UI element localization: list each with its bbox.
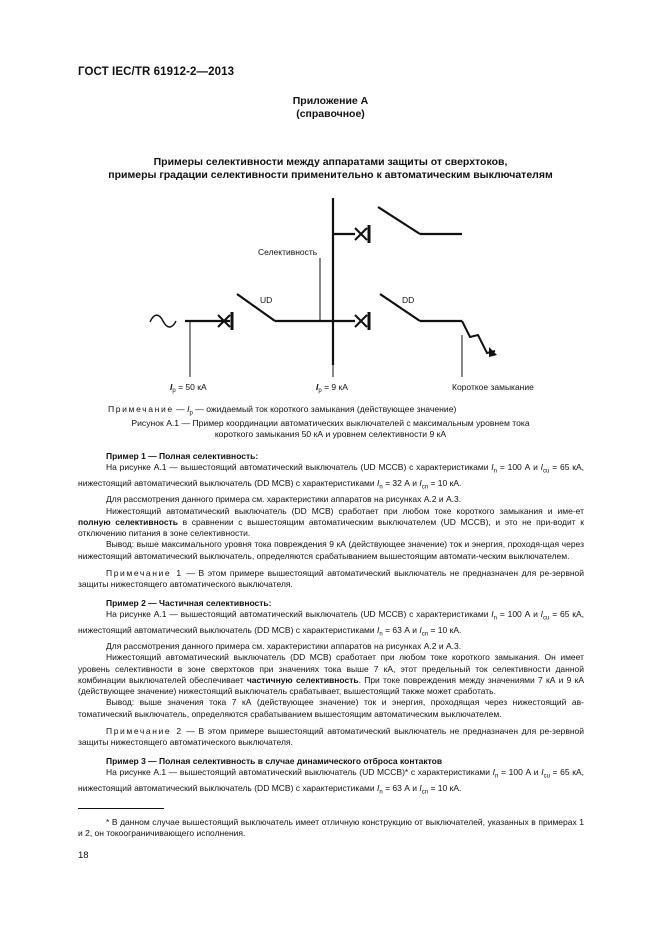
dd-breaker-symbol [355, 312, 369, 330]
annex-heading [0, 95, 661, 121]
footnote-divider [78, 808, 164, 809]
example1-paragraph3: Нижестоящий автоматический выключатель (DD MCB) сработает при любом токе короткого замыкания и име-ет полную селективность в сравнении с вышестоящим автоматическим выключателем (UD MCCB), и это не при-водит к отключению питания в зоне селективности. [78, 505, 584, 539]
section-title-line2: примеры градации селективности применительно к автоматическим выключателям [108, 169, 553, 181]
footnote: * В данном случае вышестоящий выключатель имеет отличную конструкцию от выключателей, указанных в примерах 1 и 2, он токоограничивающего исполнения. [78, 816, 584, 839]
caption-line1: Рисунок А.1 — Пример координации автоматических выключателей с максимальным уровнем тока [131, 418, 530, 428]
label-ip-9ka: $I_p = 9$ кА [316, 382, 348, 394]
section-title-line1: Примеры селективности между аппаратами защиты от сверхтоков, [153, 156, 508, 168]
top-switch-blade [378, 207, 420, 234]
label-short-circuit: Короткое замыкание [452, 382, 534, 392]
annex-title: Приложение А [292, 95, 369, 107]
page-number: 18 [78, 850, 89, 861]
example2-paragraph1: На рисунке А.1 — вышестоящий автоматический выключатель (UD MCCB) с характеристиками $I_n = 100$ А и $I_{cu} = 65$ кА, нижестоящий автоматический выключатель (DD MCB) с характеристиками $I_n = 63$ А и $I_{cn} = 10$ кА. [78, 608, 584, 638]
body-text [78, 451, 584, 839]
example1-paragraph1: На рисунке А.1 — вышестоящий автоматический выключатель (UD MCCB) с характеристиками $I_n = 100$ А и $I_{cu} = 65$ кА, нижестоящий автоматический выключатель (DD MCB) с характеристиками $I_n = 32$ А и $I_{cn} = 10$ кА. [78, 462, 584, 491]
example1-paragraph4: Вывод: выше максимального уровня тока повреждения 9 кА (действующее значение) ток и энергия, проходя-щая через нижестоящий автоматический выключатель, определяются срабатыванием вышестоящим автомати-ческим выключателем. [78, 539, 584, 561]
label-ip-50ka: $I_p = 50$ кА [170, 382, 207, 394]
top-breaker-symbol [355, 225, 369, 243]
example2-paragraph4: Вывод: выше значения тока 7 кА (действующее значение) ток и энергия, проходящая через нижестоящий ав-томатический выключатель, определяются срабатыванием вышестоящим автоматическим выключателем. [78, 697, 584, 719]
example2-paragraph2: Для рассмотрения данного примера см. характеристики аппаратов на рисунках А.2 и А.3. [106, 640, 462, 651]
example3-heading: Пример 3 — Полная селективность в случае динамического отброса контактов [106, 755, 443, 766]
figure-note: Примечание — $I_p$ — ожидаемый ток короткого замыкания (действующее значение) [108, 404, 457, 417]
section-title [0, 156, 661, 182]
example2-paragraph3: Нижестоящий автоматический выключатель (DD MCB) сработает при любом токе короткого замыкания. Он имеет уровень селективности в зоне сверхтоков при значениях тока выше 7 кА, этот предельный ток селективности данной комбинации выключателей обеспечивает частичную селективность. При токе повреждения между значениями 7 кА и 9 кА (действующее значение) нижестоящий выключатель срабатывает, вышестоящий также может сработать. [78, 652, 584, 697]
example1-heading: Пример 1 — Полная селективность: [106, 451, 259, 461]
document-id: ГОСТ IEC/TR 61912-2—2013 [78, 66, 235, 78]
ac-source-icon [150, 315, 176, 327]
label-ud: UD [260, 295, 273, 305]
note1: Примечание 1 — В этом примере вышестоящий автоматический выключатель не предназначен для ре-зервной защиты нижестоящего автоматического выключателя. [78, 568, 585, 590]
annex-subtitle: (справочное) [296, 108, 365, 120]
selectivity-diagram [0, 185, 661, 400]
example2-heading: Пример 2 — Частичная селективность: [106, 597, 272, 608]
note2: Примечание 2 — В этом примере вышестоящий автоматический выключатель не предназначен для ре-зервной защиты нижестоящего автоматического выключателя. [78, 725, 585, 748]
figure-caption [0, 418, 661, 440]
label-selectivity: Селективность [258, 247, 318, 257]
example3-paragraph1: На рисунке А.1 — вышестоящий автоматический выключатель (UD MCCB)* с характеристиками $I_n = 100$ А и $I_{cu} = 65$ кА, нижестоящий автоматический выключатель (DD MCB) с характеристиками $I_n = 63$ А и $I_{cn} = 10$ кА. [78, 766, 585, 796]
label-dd: DD [402, 295, 415, 305]
example1-paragraph2: Для рассмотрения данного примера см. характеристики аппаратов на рисунках А.2 и А.3. [106, 494, 462, 505]
caption-line2: короткого замыкания 50 кА и уровнем селективности 9 кА [214, 429, 447, 439]
